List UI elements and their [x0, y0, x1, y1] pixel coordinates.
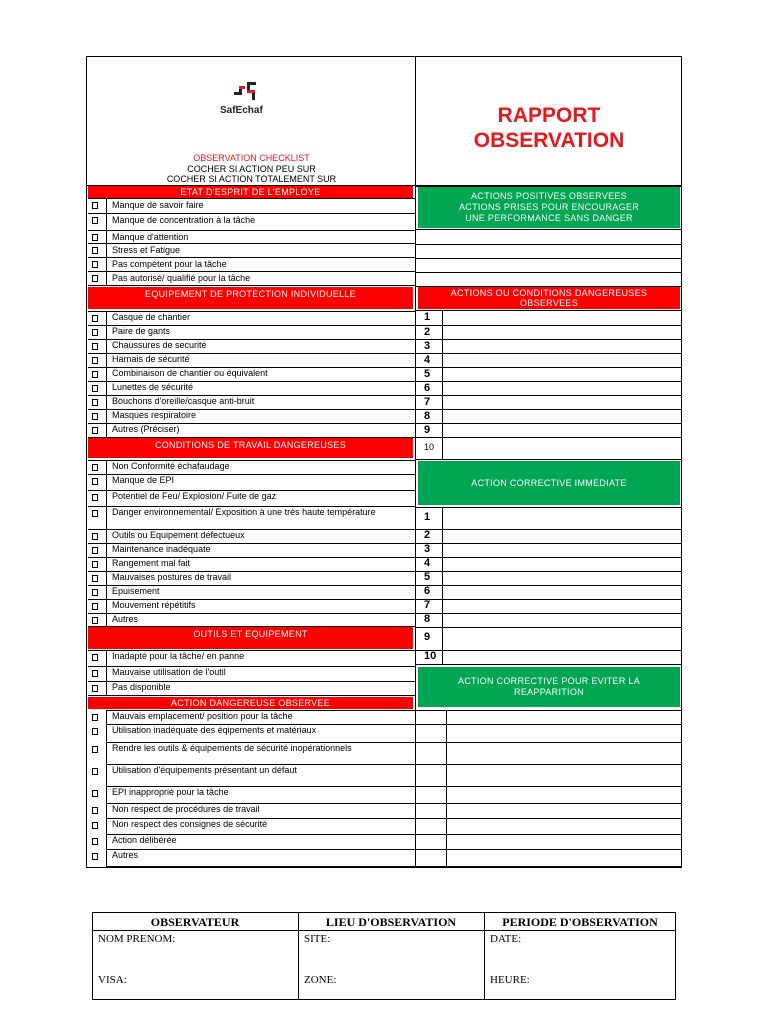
checklist-item: Inadapté pour la tâche/ en panne: [112, 651, 245, 661]
section-corrective-immediate: ACTION CORRECTIVE IMMEDIATE: [418, 461, 680, 505]
row-number: 3: [424, 543, 431, 555]
checkbox[interactable]: [92, 838, 98, 845]
row-number: 6: [424, 585, 431, 597]
nom-prenom-field[interactable]: NOM PRENOM:: [98, 933, 176, 945]
row-number: 2: [424, 326, 431, 338]
checklist-item: Manque d'attention: [112, 232, 189, 242]
checkbox[interactable]: [92, 714, 98, 721]
row-number: 7: [424, 396, 431, 408]
checklist-item: Mauvaise utilisation de l'outil: [112, 667, 226, 677]
checkbox[interactable]: [92, 413, 98, 420]
checklist-item: Lunettes de sécurité: [112, 382, 194, 392]
checkbox[interactable]: [92, 790, 98, 797]
row-number: 5: [424, 571, 431, 583]
checkbox[interactable]: [92, 343, 98, 350]
checkbox[interactable]: [92, 768, 98, 775]
checkbox[interactable]: [92, 385, 98, 392]
checklist-title: OBSERVATION CHECKLIST: [193, 153, 310, 163]
checklist-item: Non respect des consignes de sécurité: [112, 819, 268, 829]
checkbox[interactable]: [92, 275, 98, 282]
checklist-item: Potentiel de Feu/ Explosion/ Fuite de gaz: [112, 491, 277, 501]
checklist-item: Pas compétent pour la tâche: [112, 259, 227, 269]
checklist-item: Masques respiratoire: [112, 410, 197, 420]
row-number: 7: [424, 599, 431, 611]
checkbox[interactable]: [92, 533, 98, 540]
checkbox[interactable]: [92, 822, 98, 829]
checkbox[interactable]: [92, 728, 98, 735]
checklist-item: Mauvais emplacement/ position pour la tâche: [112, 711, 293, 721]
row-number: 2: [424, 529, 431, 541]
section-actions-dangereuses: ACTIONS OU CONDITIONS DANGEREUSES OBSERVEES: [418, 287, 680, 309]
section-actions-positives: ACTIONS POSITIVES OBSERVEES ACTIONS PRISES POUR ENCOURAGER UNE PERFORMANCE SANS DANGER: [418, 187, 680, 228]
heure-field[interactable]: HEURE:: [490, 974, 530, 986]
checklist-item: Non respect de procédures de travail: [112, 804, 260, 814]
checklist-instruction-1: COCHER SI ACTION PEU SUR: [187, 164, 316, 174]
checkbox[interactable]: [92, 510, 98, 517]
section-corrective-eviter: ACTION CORRECTIVE POUR EVITER LA REAPPARITION: [418, 667, 680, 707]
checklist-item: Manque de EPI: [112, 475, 175, 485]
section-conditions: CONDITIONS DE TRAVAIL DANGEREUSES: [88, 438, 413, 458]
checkbox[interactable]: [92, 654, 98, 661]
checkbox[interactable]: [92, 494, 98, 501]
checkbox[interactable]: [92, 234, 98, 241]
page-title: RAPPORT OBSERVATION: [473, 104, 625, 152]
row-number: 4: [424, 557, 431, 569]
checkbox[interactable]: [92, 427, 98, 434]
center-divider: [415, 56, 416, 868]
checkbox[interactable]: [92, 561, 98, 568]
checklist-item: Rangement mal fait: [112, 558, 191, 568]
checklist-item: Action délibérée: [112, 835, 177, 845]
checkbox[interactable]: [92, 685, 98, 692]
checklist-item: Epuisement: [112, 586, 160, 596]
checklist-item: Pas autorisé/ qualifié pour la tâche: [112, 273, 251, 283]
checklist-item: Maintenance inadéquate: [112, 544, 211, 554]
row-number: 4: [424, 354, 431, 366]
checklist-item: EPI inapproprié pour la tâche: [112, 787, 229, 797]
row-number: 6: [424, 382, 431, 394]
row-number: 5: [424, 368, 431, 380]
section-etat: ETAT D'ESPRIT DE L'EMPLOYE: [88, 186, 413, 198]
checklist-item: Utilisation inadéquate des éqipements et matériaux: [112, 725, 317, 735]
footer-col-observateur: OBSERVATEUR: [150, 915, 240, 929]
row-number: 9: [424, 424, 431, 436]
visa-field[interactable]: VISA:: [98, 974, 127, 986]
checklist-item: Paire de gants: [112, 326, 171, 336]
checkbox[interactable]: [92, 603, 98, 610]
site-field[interactable]: SITE:: [304, 933, 331, 945]
checkbox[interactable]: [92, 329, 98, 336]
date-field[interactable]: DATE:: [490, 933, 522, 945]
zone-field[interactable]: ZONE:: [304, 974, 337, 986]
section-epi: EQUIPEMENT DE PROTECTION INDIVIDUELLE: [88, 287, 413, 309]
checklist-instruction-2: COCHER SI ACTION TOTALEMENT SUR: [166, 174, 337, 184]
footer-col-lieu: LIEU D'OBSERVATION: [325, 915, 457, 929]
checkbox[interactable]: [92, 853, 98, 860]
logo-icon: [234, 80, 258, 102]
checkbox[interactable]: [92, 315, 98, 322]
checklist-item: Manque de concentration à la tâche: [112, 215, 256, 225]
checklist-item: Autres: [112, 850, 139, 860]
checkbox[interactable]: [92, 478, 98, 485]
row-number: 10: [424, 442, 435, 452]
checkbox[interactable]: [92, 670, 98, 677]
checklist-item: Harnais de sécurité: [112, 354, 190, 364]
row-number: 1: [424, 311, 431, 323]
row-number: 3: [424, 340, 431, 352]
row-number: 10: [424, 650, 437, 662]
row-number: 9: [424, 631, 431, 643]
checklist-item: Bouchons d'oreille/casque anti-bruit: [112, 396, 255, 406]
checklist-item: Pas disponible: [112, 682, 171, 692]
row-number: 8: [424, 613, 431, 625]
checklist-item: Mauvaises postures de travail: [112, 572, 232, 582]
checkbox[interactable]: [92, 807, 98, 814]
checklist-item: Utilisation d'équipements présentant un défaut: [112, 765, 297, 775]
checkbox[interactable]: [92, 575, 98, 582]
section-outils: OUTILS ET EQUIPEMENT: [88, 627, 413, 649]
checkbox[interactable]: [92, 217, 98, 224]
checkbox[interactable]: [92, 261, 98, 268]
checkbox[interactable]: [92, 399, 98, 406]
checklist-item: Combinaison de chantier ou équivalent: [112, 368, 268, 378]
checklist-item: Autres (Préciser): [112, 424, 180, 434]
checklist-item: Mouvement répétitifs: [112, 600, 196, 610]
checklist-item: Chaussures de securité: [112, 340, 207, 350]
checkbox[interactable]: [92, 589, 98, 596]
section-action-dangereuse: ACTION DANGEREUSE OBSERVEE: [88, 697, 413, 709]
checklist-item: Rendre les outils & équipements de sécurité inopérationnels: [112, 743, 352, 753]
row-number: 1: [424, 511, 431, 523]
checklist-item: Danger environnemental/ Exposition à une très haute température: [112, 507, 376, 517]
checklist-item: Outils ou Equipement défectueux: [112, 530, 245, 540]
checkbox[interactable]: [92, 202, 98, 209]
checkbox[interactable]: [92, 746, 98, 753]
checklist-item: Non Conformité échafaudage: [112, 461, 230, 471]
footer-col-periode: PERIODE D'OBSERVATION: [502, 915, 658, 929]
checkbox[interactable]: [92, 547, 98, 554]
checklist-item: Autres: [112, 614, 139, 624]
checklist-item: Stress et Fatigue: [112, 245, 181, 255]
logo-text: SafEchaf: [220, 105, 263, 116]
checklist-item: Manque de savoir faire: [112, 200, 204, 210]
checkbox[interactable]: [92, 371, 98, 378]
checkbox[interactable]: [92, 464, 98, 471]
row-number: 8: [424, 410, 431, 422]
checkbox[interactable]: [92, 357, 98, 364]
checkbox[interactable]: [92, 617, 98, 624]
checkbox[interactable]: [92, 247, 98, 254]
checklist-item: Casque de chantier: [112, 312, 191, 322]
